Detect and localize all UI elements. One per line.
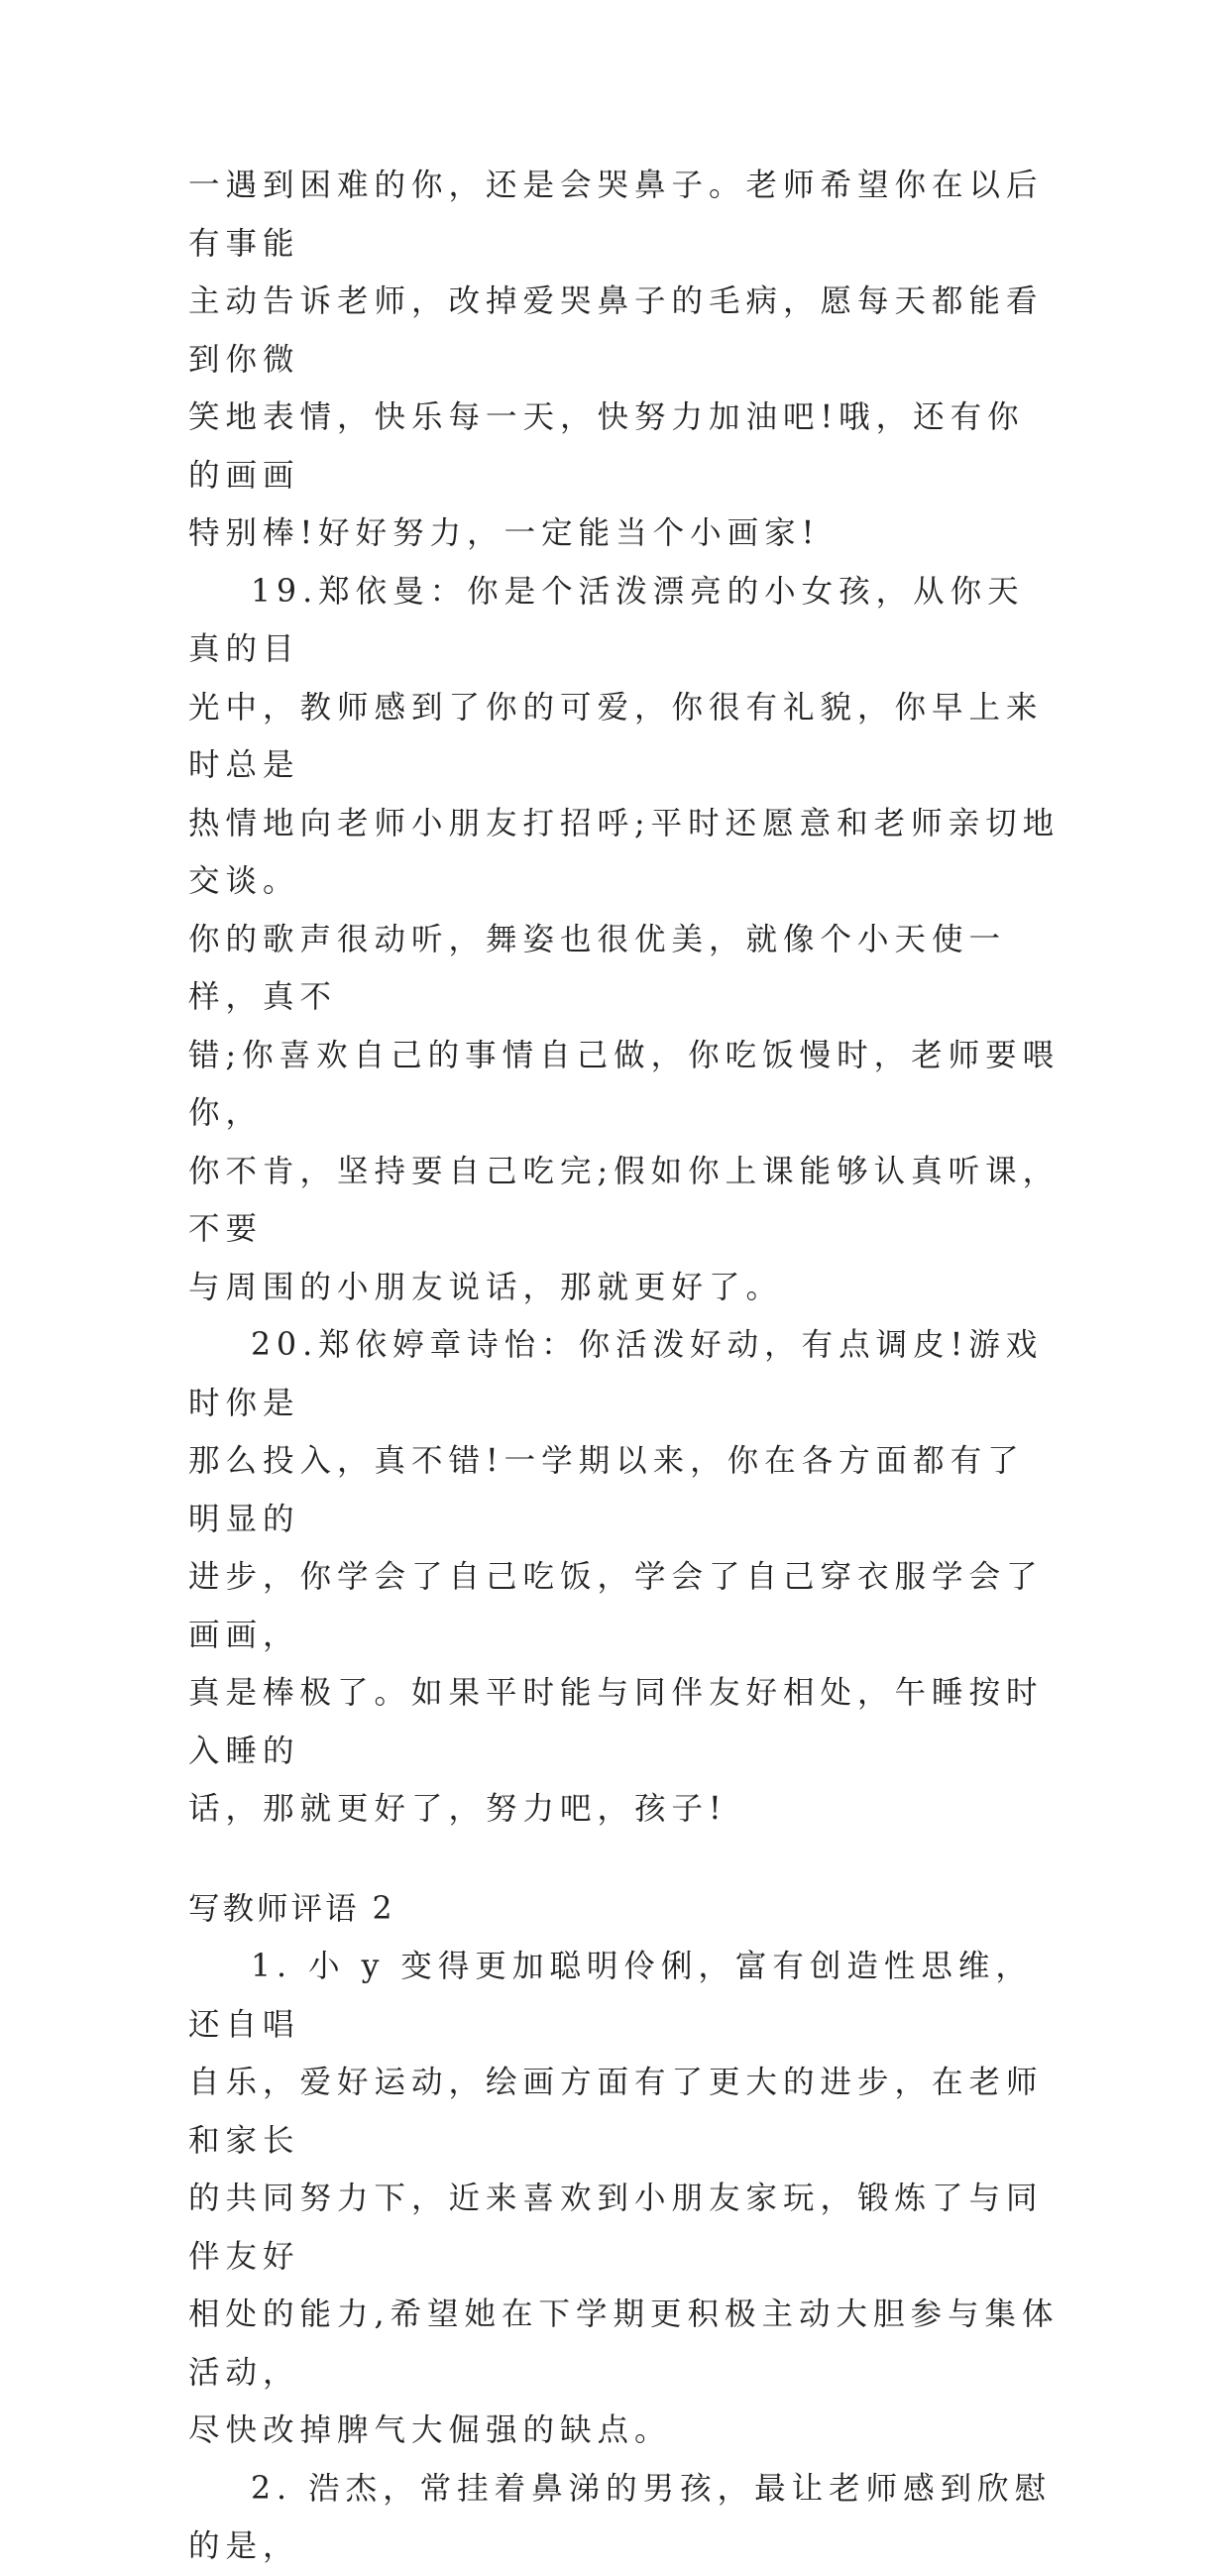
document-page bbox=[188, 157, 1061, 2576]
paragraph-item-2: 2. 浩杰，常挂着鼻涕的男孩，最让老师感到欣慰的是， bbox=[188, 2470, 1053, 2564]
paragraph-item-19: 19.郑依曼：你是个活泼漂亮的小女孩，从你天真的目 光中，教师感到了你的可爱，你很有礼貌，你早上来时总是 热情地向老师小朋友打招呼;平时还愿意和老师亲切地交谈。 你的歌声很动听，舞姿也很优美，就像个小天使一样，真不 错;你喜欢自己的事情自己做，你吃饭慢时，老师要喂你， 你不肯，坚持要自己吃完;假如你上课能够认真听课，不要 与周围的小朋友说话，那就更好了。 bbox=[188, 573, 1061, 1305]
section-heading: 写教师评语 2 bbox=[188, 1890, 395, 1927]
paragraph-continuation: 一遇到困难的你，还是会哭鼻子。老师希望你在以后有事能 主动告诉老师，改掉爱哭鼻子的毛病，愿每天都能看到你微 笑地表情，快乐每一天，快努力加油吧!哦，还有你的画画 特别棒!好好努力，一定能当个小画家! bbox=[188, 168, 1044, 551]
paragraph-item-1: 1. 小 y 变得更加聪明伶俐，富有创造性思维，还自唱 自乐，爱好运动，绘画方面有了更大的进步，在老师和家长 的共同努力下，近来喜欢到小朋友家玩，锻炼了与同伴友好 相处的能力,希望她在下学期更积极主动大胆参与集体活动， 尽快改掉脾气大倔强的缺点。 bbox=[188, 1949, 1060, 2448]
paragraph-item-20: 20.郑依婷章诗怡：你活泼好动，有点调皮!游戏时你是 那么投入，真不错!一学期以来，你在各方面都有了明显的 进步，你学会了自己吃饭，学会了自己穿衣服学会了画画， 真是棒极了。如果平时能与同伴友好相处，午睡按时入睡的 话，那就更好了，努力吧，孩子! bbox=[188, 1327, 1044, 1827]
